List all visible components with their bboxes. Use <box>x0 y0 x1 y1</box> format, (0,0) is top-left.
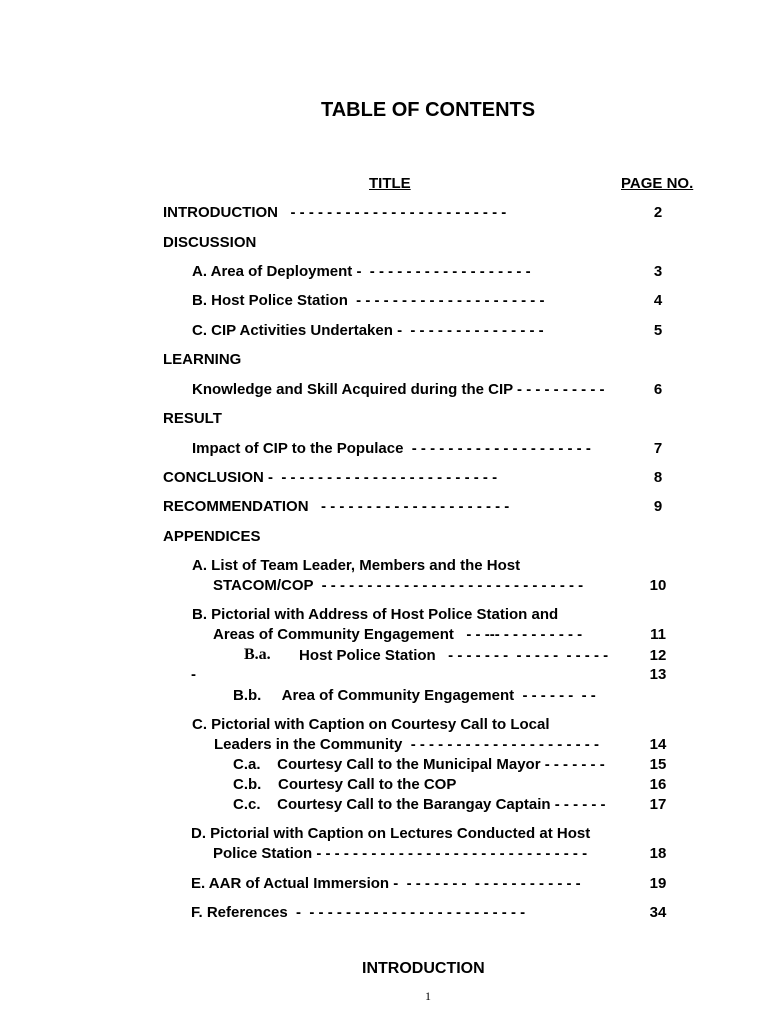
toc-entry: B. Pictorial with Address of Host Police Station and <box>192 606 559 623</box>
toc-page: 34 <box>649 904 667 921</box>
column-header-title: TITLE <box>369 175 411 192</box>
toc-page: 10 <box>649 577 667 594</box>
toc-entry: C.b. Courtesy Call to the COP <box>233 776 457 793</box>
toc-entry-label: B.a. <box>244 646 271 663</box>
toc-entry: Leaders in the Community - - - - - - - - - - - - - - - - - - - - - <box>214 736 599 753</box>
toc-page: 14 <box>649 736 667 753</box>
toc-page: 11 <box>650 626 666 643</box>
toc-entry: F. References - - - - - - - - - - - - - - - - - - - - - - - - - <box>191 904 526 921</box>
toc-entry: A. List of Team Leader, Members and the Host <box>192 557 521 574</box>
toc-entry: STACOM/COP - - - - - - - - - - - - - - - - - - - - - - - - - - - - - <box>213 577 584 594</box>
toc-page: 5 <box>653 322 663 339</box>
toc-page: 2 <box>653 204 663 221</box>
toc-entry: RECOMMENDATION - - - - - - - - - - - - - - - - - - - - - <box>163 498 510 515</box>
toc-entry: Police Station - - - - - - - - - - - - - - - - - - - - - - - - - - - - - - <box>213 845 588 862</box>
toc-page: 7 <box>653 440 663 457</box>
toc-entry: A. Area of Deployment - - - - - - - - - - - - - - - - - - - <box>192 263 531 280</box>
toc-page: 17 <box>649 796 667 813</box>
page-number: 1 <box>425 989 431 1003</box>
toc-entry: Impact of CIP to the Populace - - - - - - - - - - - - - - - - - - - - <box>192 440 591 457</box>
toc-page: 16 <box>649 776 667 793</box>
toc-entry: APPENDICES <box>163 528 261 545</box>
toc-page: 6 <box>653 381 663 398</box>
toc-entry: RESULT <box>163 410 222 427</box>
toc-entry: Knowledge and Skill Acquired during the CIP - - - - - - - - - - <box>192 381 605 398</box>
column-header-page: PAGE NO. <box>621 175 694 192</box>
toc-entry: - <box>191 666 196 683</box>
toc-entry: Host Police Station - - - - - - - - - - - - - - - - - <box>299 647 609 664</box>
toc-entry: B. Host Police Station - - - - - - - - - - - - - - - - - - - - - <box>192 292 545 309</box>
toc-entry: INTRODUCTION - - - - - - - - - - - - - - - - - - - - - - - - <box>163 204 507 221</box>
toc-page: 19 <box>649 875 667 892</box>
toc-entry: Areas of Community Engagement - - --- - - - - - - - - - <box>213 626 583 643</box>
toc-page: 15 <box>649 756 667 773</box>
toc-entry: E. AAR of Actual Immersion - - - - - - - - - - - - - - - - - - - - <box>191 875 581 892</box>
toc-page: 13 <box>649 666 667 683</box>
toc-entry: C. Pictorial with Caption on Courtesy Call to Local <box>192 716 550 733</box>
toc-entry: D. Pictorial with Caption on Lectures Conducted at Host <box>191 825 591 842</box>
toc-entry: B.b. Area of Community Engagement - - - - - - - - <box>233 687 596 704</box>
toc-entry: C. CIP Activities Undertaken - - - - - - - - - - - - - - - - <box>192 322 544 339</box>
toc-entry: C.a. Courtesy Call to the Municipal Mayor - - - - - - - <box>233 756 605 773</box>
toc-page: 8 <box>653 469 663 486</box>
toc-page: 9 <box>653 498 663 515</box>
next-section-heading: INTRODUCTION <box>362 960 485 977</box>
toc-page: 4 <box>653 292 663 309</box>
toc-page: 3 <box>653 263 663 280</box>
toc-title: TABLE OF CONTENTS <box>321 99 536 121</box>
toc-entry: C.c. Courtesy Call to the Barangay Captain - - - - - - <box>233 796 606 813</box>
toc-entry: LEARNING <box>163 351 242 368</box>
toc-page: 12 <box>649 647 667 664</box>
toc-entry: CONCLUSION - - - - - - - - - - - - - - - - - - - - - - - - - <box>163 469 498 486</box>
toc-page: 18 <box>649 845 667 862</box>
toc-entry: DISCUSSION <box>163 234 257 251</box>
